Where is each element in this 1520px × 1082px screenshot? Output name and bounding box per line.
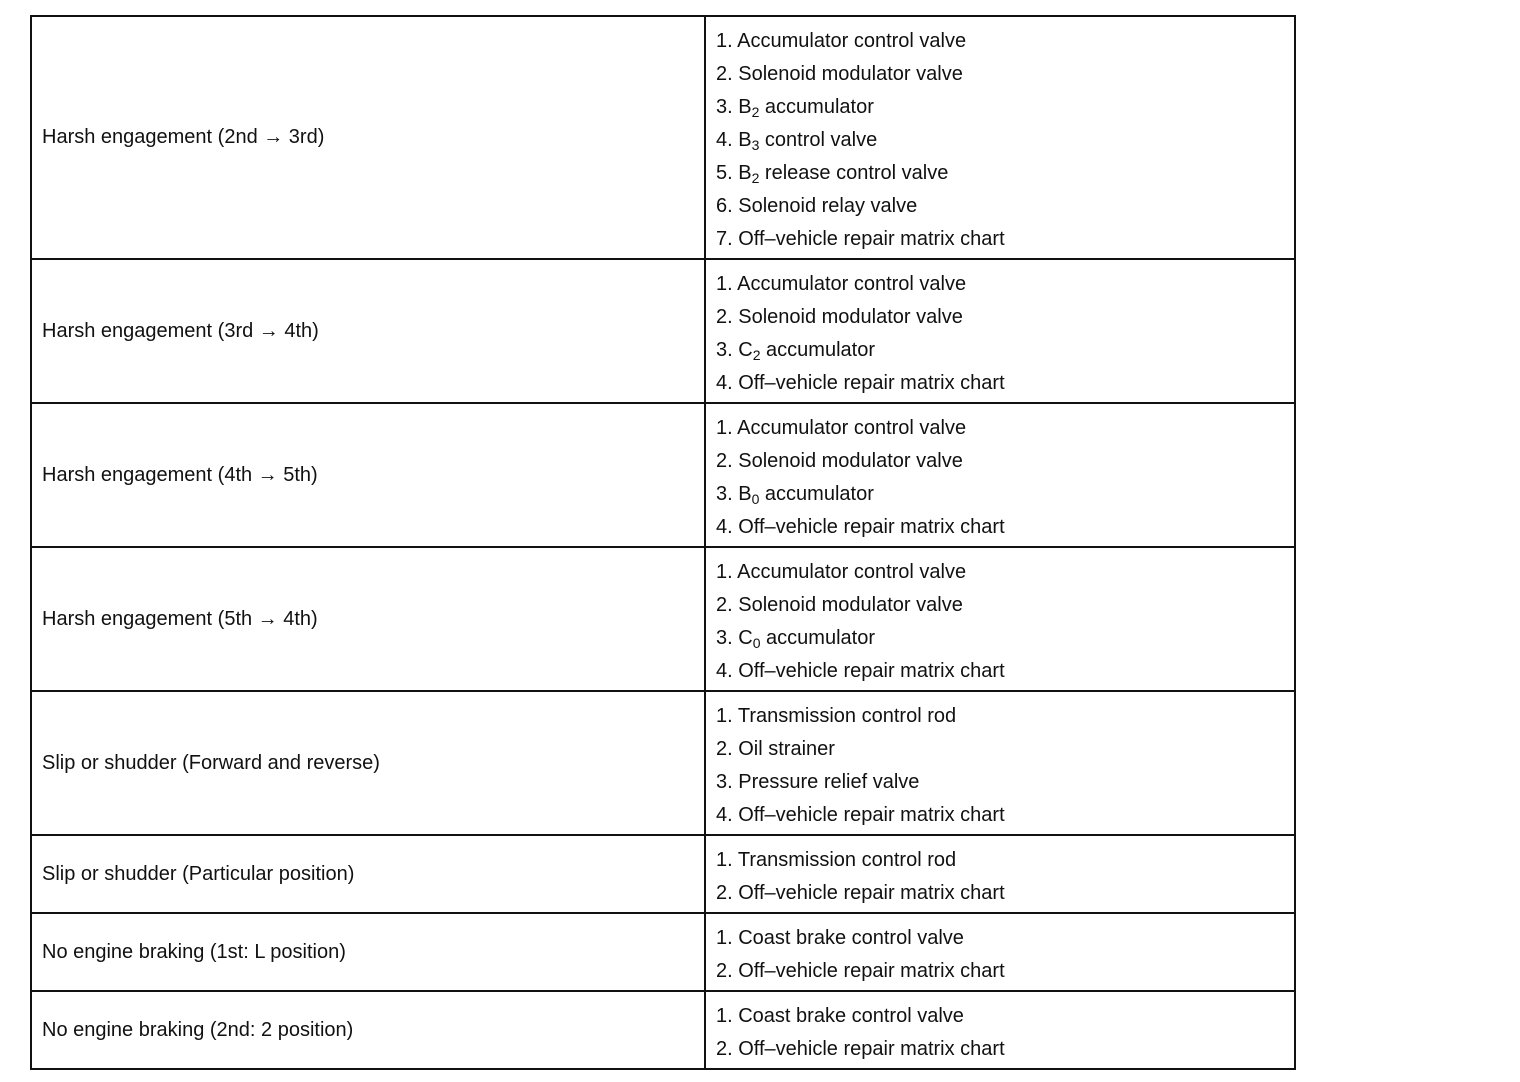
inspection-item <box>716 223 1294 256</box>
inspection-item <box>716 556 1294 589</box>
item-subscript: 3 <box>751 137 760 153</box>
item-text: 1. Accumulator control valve <box>716 561 967 583</box>
item-text: 4. Off–vehicle repair matrix chart <box>716 372 1005 394</box>
inspection-item <box>716 700 1294 733</box>
item-text: 1. Coast brake control valve <box>716 1005 964 1027</box>
inspection-item <box>716 799 1294 832</box>
item-subscript: 2 <box>751 104 760 120</box>
symptom-label: Harsh engagement (4th → 5th) <box>42 463 318 486</box>
item-subscript: 2 <box>752 347 761 363</box>
item-text: 4. Off–vehicle repair matrix chart <box>716 804 1005 826</box>
inspection-item <box>716 877 1294 910</box>
inspection-item <box>716 157 1294 190</box>
symptom-cell <box>31 913 705 991</box>
symptom-label: Harsh engagement (3rd → 4th) <box>42 319 319 342</box>
symptom-label: No engine braking (2nd: 2 position) <box>42 1018 354 1041</box>
item-text-suffix: release control valve <box>759 162 949 184</box>
inspection-item <box>716 766 1294 799</box>
inspection-items-cell <box>705 259 1295 403</box>
inspection-item <box>716 922 1294 955</box>
item-text: 2. Off–vehicle repair matrix chart <box>716 882 1005 904</box>
item-subscript: 0 <box>751 491 760 507</box>
item-text-suffix: accumulator <box>759 483 874 505</box>
item-text: 1. Accumulator control valve <box>716 30 967 52</box>
inspection-item <box>716 733 1294 766</box>
item-text: 2. Oil strainer <box>716 738 835 760</box>
item-text: 1. Coast brake control valve <box>716 927 964 949</box>
inspection-item <box>716 334 1294 367</box>
item-text-suffix: accumulator <box>760 339 875 361</box>
item-text-suffix: accumulator <box>759 96 874 118</box>
table-row <box>31 403 1295 547</box>
item-text: 2. Off–vehicle repair matrix chart <box>716 960 1005 982</box>
inspection-item-list <box>716 992 1294 1068</box>
inspection-item-list <box>716 914 1294 990</box>
inspection-item-list <box>716 260 1294 402</box>
inspection-item <box>716 511 1294 544</box>
item-text: 2. Solenoid modulator valve <box>716 594 963 616</box>
table-row <box>31 16 1295 259</box>
symptom-cell <box>31 691 705 835</box>
symptom-cell <box>31 403 705 547</box>
inspection-item <box>716 589 1294 622</box>
inspection-item-list <box>716 17 1294 258</box>
item-text: 7. Off–vehicle repair matrix chart <box>716 228 1005 250</box>
inspection-items-cell <box>705 835 1295 913</box>
item-text: 4. B <box>716 129 752 151</box>
item-text: 5. B <box>716 162 752 184</box>
inspection-items-cell <box>705 991 1295 1069</box>
item-text: 3. C <box>716 627 753 649</box>
symptom-label: Slip or shudder (Particular position) <box>42 862 355 885</box>
inspection-items-cell <box>705 547 1295 691</box>
item-text-suffix: accumulator <box>760 627 875 649</box>
table-row <box>31 691 1295 835</box>
inspection-item <box>716 124 1294 157</box>
table-row <box>31 259 1295 403</box>
symptom-cell <box>31 547 705 691</box>
item-subscript: 2 <box>751 170 760 186</box>
item-text: 1. Accumulator control valve <box>716 273 967 295</box>
inspection-item <box>716 445 1294 478</box>
item-text: 6. Solenoid relay valve <box>716 195 918 217</box>
table-row <box>31 547 1295 691</box>
item-subscript: 0 <box>752 635 761 651</box>
inspection-item <box>716 655 1294 688</box>
inspection-item <box>716 58 1294 91</box>
inspection-item <box>716 478 1294 511</box>
inspection-item <box>716 301 1294 334</box>
item-text: 1. Transmission control rod <box>716 705 957 727</box>
item-text: 2. Off–vehicle repair matrix chart <box>716 1038 1005 1060</box>
inspection-item-list <box>716 692 1294 834</box>
table-row <box>31 991 1295 1069</box>
inspection-item <box>716 622 1294 655</box>
inspection-item <box>716 268 1294 301</box>
symptom-cell <box>31 835 705 913</box>
item-text-suffix: control valve <box>759 129 878 151</box>
symptom-label: Harsh engagement (5th → 4th) <box>42 607 318 630</box>
inspection-item-list <box>716 404 1294 546</box>
symptom-cell <box>31 259 705 403</box>
inspection-items-cell <box>705 16 1295 259</box>
item-text: 2. Solenoid modulator valve <box>716 450 963 472</box>
inspection-item-list <box>716 548 1294 690</box>
table-body <box>31 16 1295 1069</box>
item-text: 3. C <box>716 339 753 361</box>
item-text: 4. Off–vehicle repair matrix chart <box>716 660 1005 682</box>
item-text: 4. Off–vehicle repair matrix chart <box>716 516 1005 538</box>
item-text: 2. Solenoid modulator valve <box>716 63 963 85</box>
inspection-items-cell <box>705 691 1295 835</box>
symptom-cell <box>31 16 705 259</box>
item-text: 2. Solenoid modulator valve <box>716 306 963 328</box>
item-text: 3. Pressure relief valve <box>716 771 920 793</box>
inspection-item <box>716 91 1294 124</box>
inspection-item <box>716 1000 1294 1033</box>
table-row <box>31 913 1295 991</box>
diagnosis-table <box>30 15 1296 1070</box>
inspection-item <box>716 955 1294 988</box>
symptom-label: Slip or shudder (Forward and reverse) <box>42 751 380 774</box>
inspection-item <box>716 190 1294 223</box>
table-row <box>31 835 1295 913</box>
inspection-item <box>716 844 1294 877</box>
inspection-item <box>716 367 1294 400</box>
symptom-label: No engine braking (1st: L position) <box>42 940 346 963</box>
item-text: 3. B <box>716 483 752 505</box>
inspection-item <box>716 1033 1294 1066</box>
inspection-item-list <box>716 836 1294 912</box>
inspection-item <box>716 25 1294 58</box>
item-text: 1. Transmission control rod <box>716 849 957 871</box>
item-text: 3. B <box>716 96 752 118</box>
inspection-items-cell <box>705 913 1295 991</box>
symptom-label: Harsh engagement (2nd → 3rd) <box>42 126 325 148</box>
inspection-item <box>716 412 1294 445</box>
item-text: 1. Accumulator control valve <box>716 417 967 439</box>
inspection-items-cell <box>705 403 1295 547</box>
symptom-cell <box>31 991 705 1069</box>
